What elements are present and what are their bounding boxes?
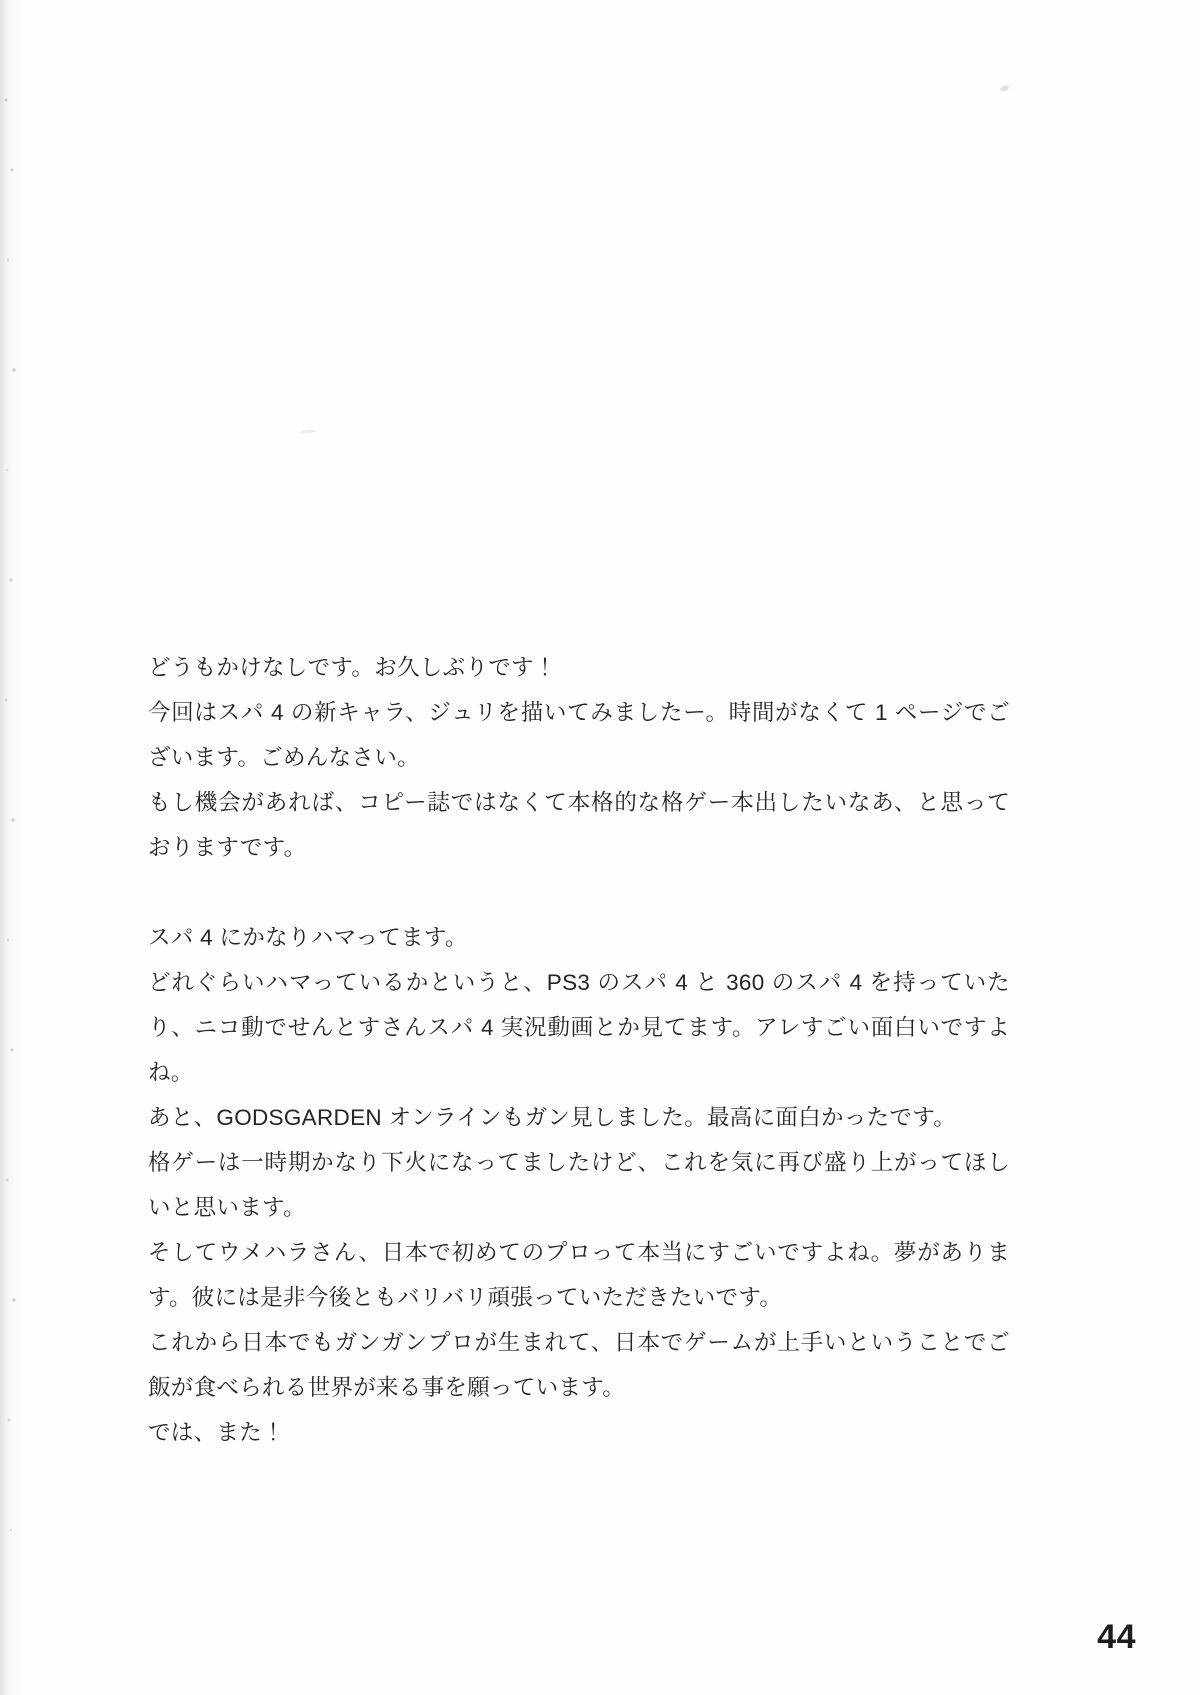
page-number: 44 xyxy=(1097,1618,1136,1656)
afterword-line: では、また！ xyxy=(148,1420,285,1445)
paragraph-spacer xyxy=(148,870,1010,915)
afterword-line: 今回はスパ 4 の新キャラ、ジュリを描いてみましたー。時間がなくて 1 ページでございます。ごめんなさい。 xyxy=(148,700,1010,770)
afterword-text-block xyxy=(148,645,1010,1455)
afterword-line: 格ゲーは一時期かなり下火になってましたけど、これを気に再び盛り上がってほしいと思います。 xyxy=(148,1150,1010,1220)
scan-artifact-mark xyxy=(300,429,316,433)
afterword-line: これから日本でもガンガンプロが生まれて、日本でゲームが上手いということでご飯が食べられる世界が来る事を願っています。 xyxy=(148,1330,1010,1400)
afterword-line: そしてウメハラさん、日本で初めてのプロって本当にすごいですよね。夢があります。彼には是非今後ともバリバリ頑張っていただきたいです。 xyxy=(148,1240,1010,1310)
afterword-line: あと、GODSGARDEN オンラインもガン見しました。最高に面白かったです。 xyxy=(148,1105,956,1130)
scan-speckle-noise xyxy=(2,40,18,1620)
scan-artifact-mark xyxy=(999,85,1009,93)
afterword-line: どれぐらいハマっているかというと、PS3 のスパ 4 と 360 のスパ 4 を持っていたり、ニコ動でせんとすさんスパ 4 実況動画とか見てます。アレすごい面白いですよね。 xyxy=(148,970,1010,1085)
afterword-line: どうもかけなしです。お久しぶりです！ xyxy=(148,655,557,680)
afterword-line: もし機会があれば、コピー誌ではなくて本格的な格ゲー本出したいなあ、と思っておりますです。 xyxy=(148,790,1010,860)
afterword-line: スパ 4 にかなりハマってます。 xyxy=(148,925,468,950)
